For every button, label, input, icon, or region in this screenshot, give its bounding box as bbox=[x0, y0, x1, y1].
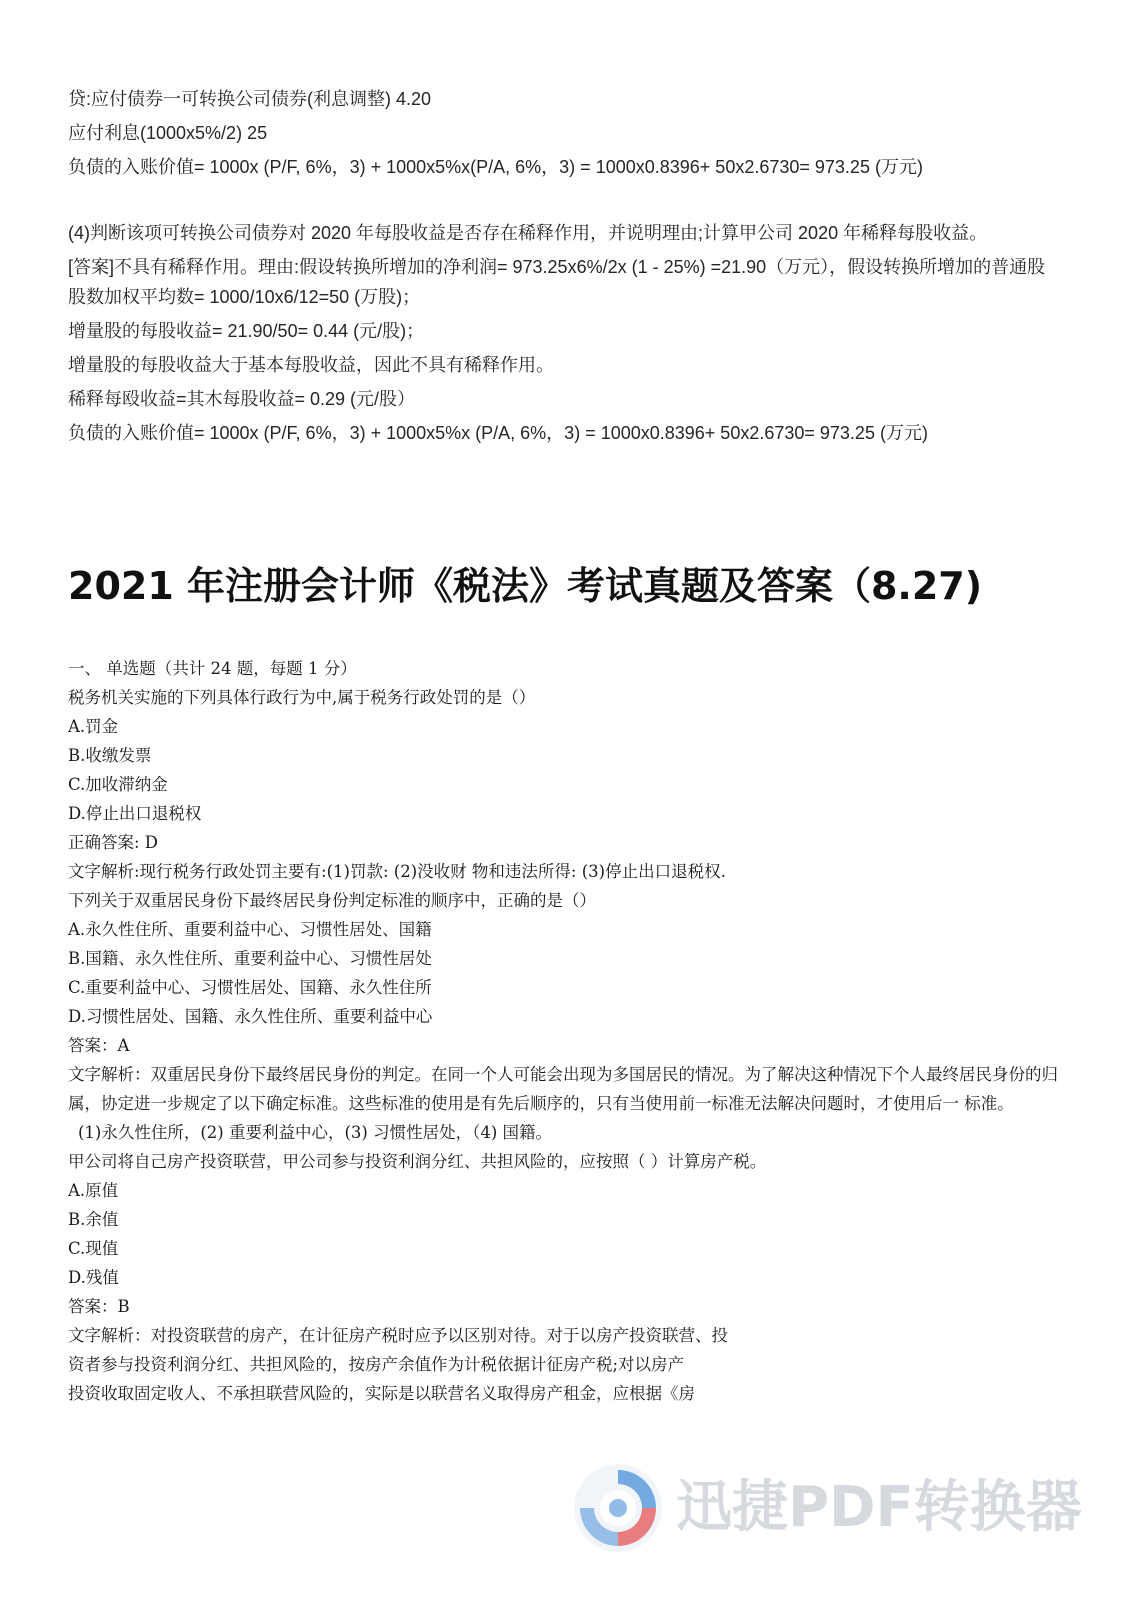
q1-option-b: B.收缴发票 bbox=[68, 746, 152, 765]
q1-option-d: D.停止出口退税权 bbox=[68, 804, 202, 823]
credit-entry-line: 贷:应付债券一可转换公司债券(利息调整) 4.20 bbox=[68, 89, 432, 109]
q3-option-a: A.原值 bbox=[68, 1181, 119, 1200]
answer-4: [答案]不具有稀释作用。理由:假设转换所增加的净利润= 973.25x6%/2x (1 - 25%) =21.90（万元），假设转换所增加的普通股股数加权平均数= 1000/10x6/12=50 (万股)； bbox=[68, 257, 1046, 307]
incremental-eps-line: 增量股的每股收益= 21.90/50= 0.44 (元/股)； bbox=[68, 321, 425, 341]
spacer bbox=[68, 186, 1058, 218]
q2-answer: 答案：A bbox=[68, 1036, 130, 1055]
watermark-text: 迅捷PDF转换器 bbox=[676, 1475, 1082, 1540]
pdf-converter-logo-icon bbox=[570, 1460, 666, 1556]
q3-option-b: B.余值 bbox=[68, 1210, 119, 1229]
liability-value-line: 负债的入账价值= 1000x (P/F, 6%，3) + 1000x5%x(P/A, 6%，3) = 1000x0.8396+ 50x2.6730= 973.25 (万元) bbox=[68, 157, 923, 177]
q1-option-c: C.加收滞纳金 bbox=[68, 775, 168, 794]
q2-option-c: C.重要利益中心、习惯性居处、国籍、永久性住所 bbox=[68, 978, 432, 997]
q1-answer: 正确答案: D bbox=[68, 833, 159, 852]
q3-answer: 答案：B bbox=[68, 1297, 130, 1316]
q3-option-c: C.现值 bbox=[68, 1239, 119, 1258]
q2-stem: 下列关于双重居民身份下最终居民身份判定标准的顺序中，正确的是（） bbox=[68, 891, 596, 910]
previous-answer-section bbox=[68, 84, 1058, 452]
q2-analysis: 文字解析：双重居民身份下最终居民身份的判定。在同一个人可能会出现为多国居民的情况。为了解决这种情况下个人最终居民身份的归属，协定进一步规定了以下确定标准。这些标准的使用是有先后顺序的，只有当使用前一标准无法解决问题时，才使用后一 标准。 bbox=[68, 1065, 1058, 1113]
page-title: 2021 年注册会计师《税法》考试真题及答案（8.27) bbox=[68, 564, 983, 608]
interest-payable-line: 应付利息(1000x5%/2) 25 bbox=[68, 123, 268, 143]
q1-stem: 税务机关实施的下列具体行政行为中,属于税务行政处罚的是（） bbox=[68, 688, 536, 707]
q2-option-a: A.永久性住所、重要利益中心、习惯性居处、国籍 bbox=[68, 920, 432, 939]
q3-analysis-line-3: 投资收取固定收人、不承担联营风险的，实际是以联营名义取得房产租金，应根据《房 bbox=[68, 1384, 695, 1403]
section-header: 一、 单选题（共计 24 题，每题 1 分） bbox=[68, 659, 357, 678]
q2-option-d: D.习惯性居处、国籍、永久性住所、重要利益中心 bbox=[68, 1007, 433, 1026]
q3-option-d: D.残值 bbox=[68, 1268, 119, 1287]
exam-questions-section bbox=[68, 654, 1058, 1408]
q1-option-a: A.罚金 bbox=[68, 717, 119, 736]
q2-option-b: B.国籍、永久性住所、重要利益中心、习惯性居处 bbox=[68, 949, 432, 968]
q2-order: (1)永久性住所，(2) 重要利益中心，(3) 习惯性居处，（4) 国籍。 bbox=[78, 1123, 553, 1142]
incremental-compare-line: 增量股的每股收益大于基本每股收益，因此不具有稀释作用。 bbox=[68, 355, 554, 375]
q3-analysis-line-1: 文字解析：对投资联营的房产，在计征房产税时应予以区别对待。对于以房产投资联营、投 bbox=[68, 1326, 728, 1345]
q3-analysis-line-2: 资者参与投资利润分红、共担风险的，按房产余值作为计税依据计征房产税;对以房产 bbox=[68, 1355, 685, 1374]
liability-value-repeat-line: 负债的入账价值= 1000x (P/F, 6%，3) + 1000x5%x (P/A, 6%，3) = 1000x0.8396+ 50x2.6730= 973.25 (万元) bbox=[68, 423, 928, 443]
diluted-eps-line: 稀释每殴收益=其木每股收益= 0.29 (元/股） bbox=[68, 389, 416, 409]
watermark bbox=[570, 1452, 1090, 1572]
q3-stem: 甲公司将自己房产投资联营，甲公司参与投资利润分红、共担风险的，应按照（ ）计算房产税。 bbox=[68, 1152, 767, 1171]
question-4: (4)判断该项可转换公司债券对 2020 年每股收益是否存在稀释作用，并说明理由;计算甲公司 2020 年稀释每股收益。 bbox=[68, 223, 988, 243]
q1-analysis: 文字解析:现行税务行政处罚主要有:(1)罚款: (2)没收财 物和违法所得: (3)停止出口退税权. bbox=[68, 862, 726, 881]
